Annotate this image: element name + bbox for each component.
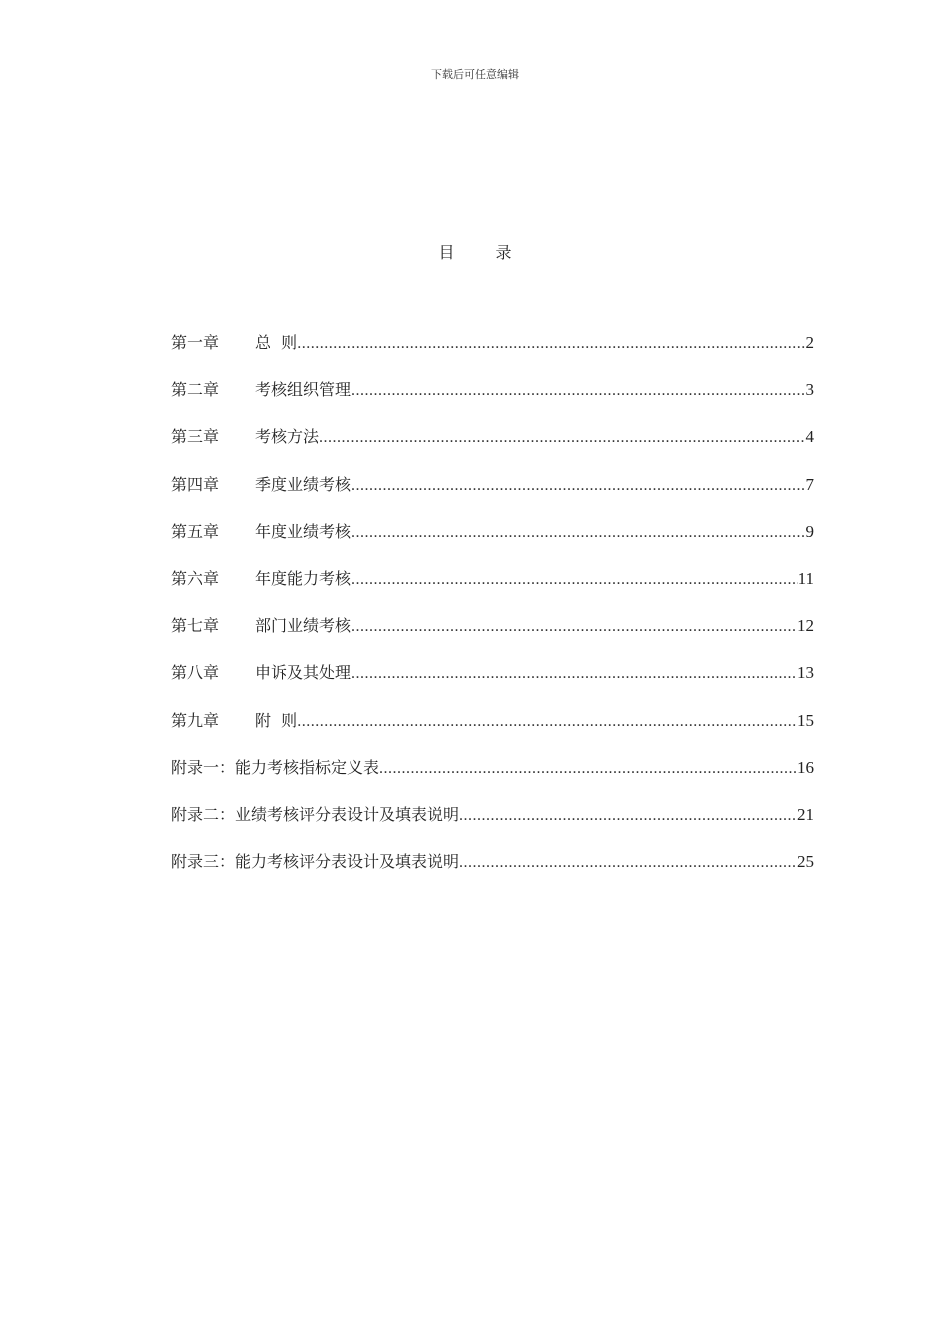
toc-chapter-number: 第一章 (171, 333, 220, 352)
toc-appendix-title: 能力考核指标定义表 (235, 757, 380, 777)
toc-entry-chapter-6[interactable] (171, 566, 814, 613)
toc-page-number: 7 (805, 474, 814, 494)
toc-dot-leader (351, 477, 805, 495)
toc-entry-chapter-7[interactable] (171, 613, 814, 660)
toc-dot-leader (297, 713, 797, 731)
toc-appendix-number: 附录三： (171, 852, 236, 872)
toc-chapter-number: 第四章 (171, 474, 220, 494)
toc-page-number: 9 (805, 521, 814, 541)
toc-page-number: 25 (797, 852, 814, 872)
toc-page-number: 13 (797, 663, 814, 683)
toc-dot-leader (351, 571, 798, 589)
toc-dot-leader (351, 524, 805, 542)
toc-chapter-title: 总 则 (255, 333, 298, 352)
toc-entry-chapter-4[interactable] (171, 472, 814, 519)
toc-dot-leader (297, 335, 805, 353)
toc-dot-leader (459, 854, 797, 872)
toc-dot-leader (351, 665, 797, 683)
toc-entry-appendix-3[interactable] (171, 849, 814, 896)
toc-appendix-number: 附录一： (171, 757, 236, 777)
toc-page-number: 15 (797, 710, 814, 730)
toc-chapter-title: 部门业绩考核 (255, 616, 352, 636)
toc-appendix-title: 能力考核评分表设计及填表说明 (235, 852, 460, 872)
toc-chapter-number: 第五章 (171, 521, 220, 541)
toc-dot-leader (319, 429, 805, 447)
toc-page-number: 2 (805, 333, 814, 352)
toc-dot-leader (351, 382, 805, 400)
toc-dot-leader (351, 618, 797, 636)
toc-chapter-number: 第三章 (171, 427, 220, 447)
page-header: 下载后可任意编辑 (431, 68, 519, 81)
toc-page-number: 21 (797, 804, 814, 824)
toc-dot-leader (459, 807, 797, 825)
toc-appendix-number: 附录二： (171, 804, 236, 824)
toc-page-number: 12 (797, 616, 814, 636)
toc-entry-chapter-1[interactable] (171, 330, 814, 377)
toc-chapter-title: 申诉及其处理 (255, 663, 352, 683)
toc-chapter-number: 第二章 (171, 380, 220, 400)
toc-chapter-title: 年度业绩考核 (255, 521, 352, 541)
toc-chapter-title: 季度业绩考核 (255, 474, 352, 494)
toc-title: 目 录 (438, 243, 530, 262)
toc-page-number: 4 (805, 427, 814, 447)
toc-entry-chapter-2[interactable] (171, 377, 814, 424)
toc-chapter-title: 年度能力考核 (255, 568, 352, 588)
toc-entry-chapter-5[interactable] (171, 519, 814, 566)
toc-entry-appendix-2[interactable] (171, 802, 814, 849)
toc-entry-chapter-8[interactable] (171, 660, 814, 707)
toc-entry-chapter-3[interactable] (171, 424, 814, 471)
toc-chapter-title: 考核方法 (255, 427, 320, 447)
toc-dot-leader (379, 760, 797, 778)
toc-chapter-number: 第六章 (171, 568, 220, 588)
toc-page-number: 16 (797, 757, 814, 777)
toc-entry-chapter-9[interactable] (171, 708, 814, 755)
toc-entry-appendix-1[interactable] (171, 755, 814, 802)
table-of-contents (171, 330, 814, 896)
toc-chapter-number: 第九章 (171, 710, 220, 730)
toc-page-number: 3 (805, 380, 814, 400)
toc-chapter-title: 附 则 (255, 710, 298, 730)
toc-chapter-number: 第八章 (171, 663, 220, 683)
toc-chapter-title: 考核组织管理 (255, 380, 352, 400)
toc-page-number: 11 (797, 568, 814, 588)
toc-appendix-title: 业绩考核评分表设计及填表说明 (235, 804, 460, 824)
toc-chapter-number: 第七章 (171, 616, 220, 636)
